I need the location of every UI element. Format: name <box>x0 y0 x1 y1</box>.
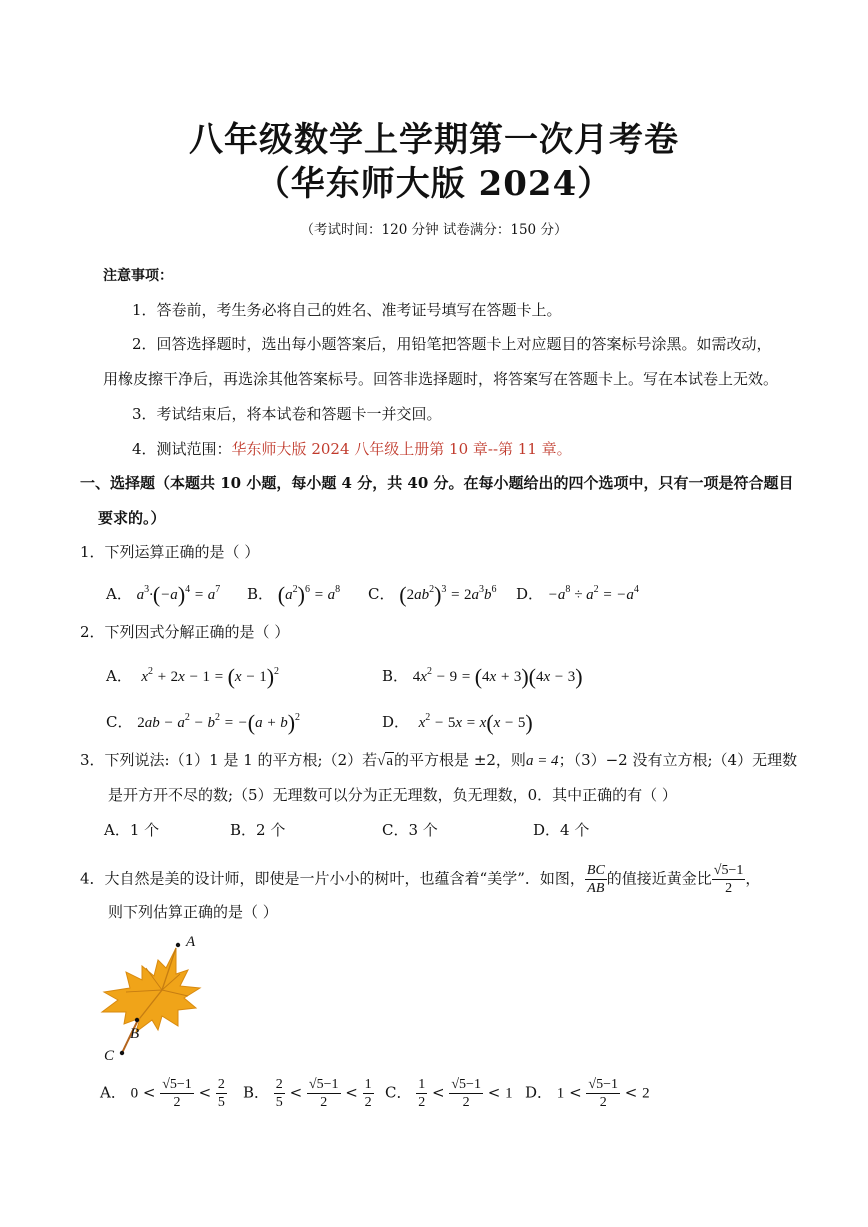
q4-option-b: B． $\frac{2}{5}$ < $\frac{√5-1}{2}$ < $\frac{1}{2}$ <box>243 1077 372 1110</box>
q3-option-d: D．4 个 <box>533 821 590 839</box>
point-b-dot <box>135 1018 139 1022</box>
maple-leaf-figure <box>96 932 206 1062</box>
note-item-2b: 用橡皮擦干净后，再选涂其他答案标号。回答非选择题时，将答案写在答题卡上。写在本试卷上无效。 <box>103 370 779 388</box>
q1-option-d: D． $-a^8 \div a^2 = -a^4$ <box>516 584 639 603</box>
q4-option-c: C． $\frac{1}{2}$ < $\frac{√5-1}{2}$ < 1 <box>385 1077 513 1110</box>
q4-ratio-den: AB <box>587 881 605 896</box>
q4-option-a: A． 0 < $\frac{√5-1}{2}$ < $\frac{2}{5}$ <box>100 1077 225 1110</box>
q3-stem-line1 <box>80 750 797 771</box>
q4-ratio-num: BC <box>586 863 605 878</box>
q3-stem-line2: 是开方开不尽的数;（5）无理数可以分为正无理数，负无理数，0．其中正确的有（ ） <box>108 786 677 804</box>
exam-meta: （考试时间：120 分钟 试卷满分：150 分） <box>300 222 568 238</box>
point-c-dot <box>120 1051 124 1055</box>
q2-option-a: A． $x^2 + 2x - 1 = (x - 1)^2$ <box>106 664 280 689</box>
q1-option-b: B． $(a^2)^6 = a^8$ <box>247 582 341 607</box>
exam-title-line1: 八年级数学上学期第一次月考卷 <box>189 120 679 160</box>
q4-golden-ratio: $\frac{√5-1}{2}$ <box>713 863 744 896</box>
note-item-1: 1．答卷前，考生务必将自己的姓名、准考证号填写在答题卡上。 <box>132 301 562 319</box>
point-a-label: A <box>186 934 196 950</box>
q2-stem: 2．下列因式分解正确的是（ ） <box>80 623 290 641</box>
note-item-4-prefix: 4．测试范围： <box>132 440 232 458</box>
q3-sqrt-a: √a <box>377 753 394 769</box>
q1-stem: 1．下列运算正确的是（ ） <box>80 543 260 561</box>
q4-stem-part1: 4．大自然是美的设计师，即使是一片小小的树叶，也蕴含着“美学”．如图， <box>80 869 585 888</box>
exam-title-line2: （华东师大版 2024） <box>255 164 613 204</box>
notes-heading: 注意事项： <box>103 268 173 284</box>
note-item-4 <box>132 439 572 459</box>
q1-option-c: C． $(2ab^2)^3 = 2a^3b^6$ <box>368 582 497 607</box>
q1-option-a: A． $a^3\cdot(-a)^4 = a^7$ <box>106 582 221 607</box>
q3-stem-part3: a = 4 <box>525 753 559 769</box>
point-b-label: B <box>130 1026 140 1042</box>
q4-stem-part2: 的值接近黄金比 <box>606 869 712 888</box>
q2-option-c: C． $2ab - a^2 - b^2 = -(a + b)^2$ <box>106 710 301 735</box>
q3-option-c: C．3 个 <box>382 821 438 839</box>
q2-option-b: B． $4x^2 - 9 = (4x + 3)(4x - 3)$ <box>382 664 583 689</box>
q3-stem-part4: ；（3）−2 没有立方根;（4）无理数 <box>558 751 798 769</box>
q4-stem-line1: 4．大自然是美的设计师，即使是一片小小的树叶，也蕴含着“美学”．如图， $\frac{BC}{AB}$ 的值接近黄金比 $\frac{√5-1}{2}$ ， <box>80 863 761 896</box>
q4-option-d: D． 1 < $\frac{√5-1}{2}$ < 2 <box>525 1077 650 1110</box>
point-c-label: C <box>104 1048 115 1062</box>
q3-stem-part2: 的平方根是 ±2，则 <box>394 751 526 769</box>
note-item-2a: 2．回答选择题时，选出每小题答案后，用铅笔把答题卡上对应题目的答案标号涂黑。如需改动， <box>132 335 772 353</box>
q4-stem-line2: 则下列估算正确的是（ ） <box>108 903 278 921</box>
point-a-dot <box>176 943 180 947</box>
q3-option-a: A．1 个 <box>104 821 160 839</box>
q4-ratio-fraction <box>585 862 607 897</box>
maple-leaf-shape <box>102 948 200 1032</box>
note-item-3: 3．考试结束后，将本试卷和答题卡一并交回。 <box>132 405 442 423</box>
note-item-4-range: 华东师大版 2024 八年级上册第 10 章--第 11 章。 <box>231 440 572 458</box>
q2-option-d: D． $x^2 - 5x = x(x - 5)$ <box>382 710 533 735</box>
section1-heading-b: 要求的。） <box>98 509 166 527</box>
section1-heading-a: 一、选择题（本题共 10 小题，每小题 4 分，共 40 分。在每小题给出的四个选项中，只有一项是符合题目 <box>80 474 794 492</box>
q3-stem-part1: 3．下列说法:（1）1 是 1 的平方根;（2）若 <box>80 751 378 769</box>
q3-option-b: B．2 个 <box>230 821 286 839</box>
